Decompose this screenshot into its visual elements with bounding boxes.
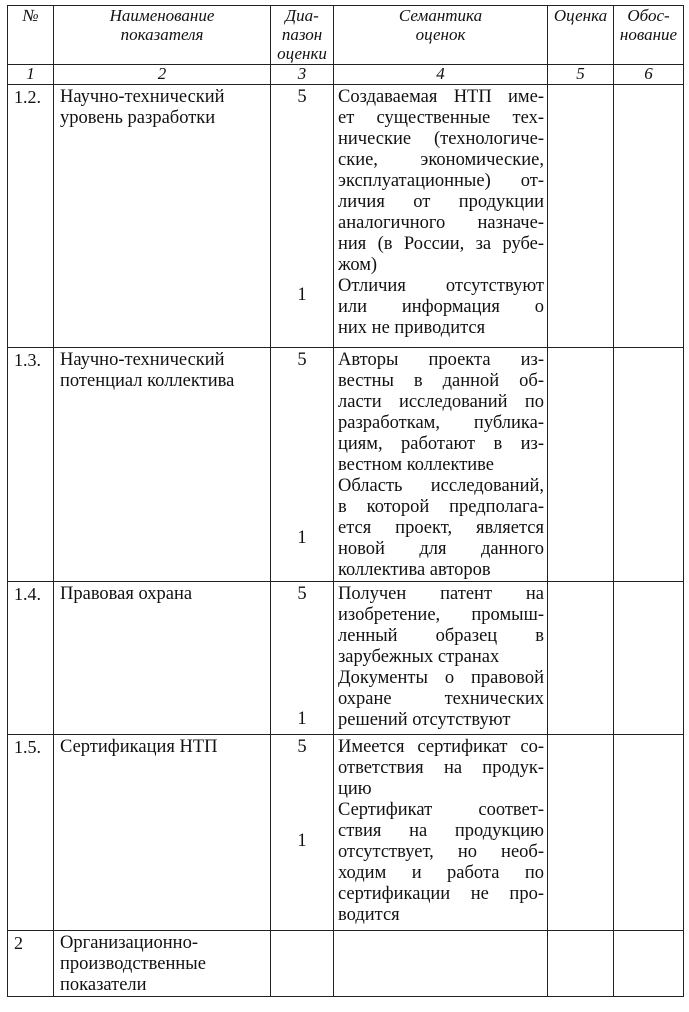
range-max: 5: [297, 350, 307, 370]
justification-cell[interactable]: [614, 582, 684, 735]
semantics-line: вестном коллективе: [338, 455, 495, 475]
header-semantics: Семантика оценок: [334, 6, 548, 65]
semantics-line: в которой предполага-: [338, 497, 544, 517]
range-min: 1: [297, 285, 307, 305]
semantics-cell: [334, 85, 548, 348]
range-min: 1: [297, 709, 307, 729]
column-number: 4: [334, 65, 548, 85]
semantics-line: Документы о правовой: [338, 668, 544, 688]
semantics-line: ствия на продукцию: [338, 821, 544, 841]
semantics-line: жом): [338, 255, 378, 275]
row-number: 1.4.: [8, 582, 54, 735]
justification-cell[interactable]: [614, 931, 684, 997]
header-range: Диа- пазон оценки: [271, 6, 334, 65]
semantics-line: или информация о: [338, 297, 544, 317]
table-row: [8, 348, 684, 582]
indicator-name-line: показатели: [60, 975, 147, 995]
semantics-line: зарубежных странах: [338, 647, 500, 667]
header-row: [8, 6, 684, 65]
semantics-line: ласти исследований по: [338, 392, 544, 412]
semantics-line: ет существенные тех-: [338, 108, 544, 128]
row-number: 1.3.: [8, 348, 54, 582]
column-number: 6: [614, 65, 684, 85]
semantics-line: ленный образец в: [338, 626, 544, 646]
header-score: Оценка: [548, 6, 614, 65]
semantics-cell: [334, 735, 548, 931]
semantics-line: ответствия на продук-: [338, 758, 544, 778]
column-number: 5: [548, 65, 614, 85]
semantics-line: Отличия отсутствуют: [338, 276, 544, 296]
semantics-cell: [334, 348, 548, 582]
semantics-line: личия от продукции: [338, 192, 544, 212]
semantics-line: Сертификат соответ-: [338, 800, 544, 820]
indicator-name-line: Сертификация НТП: [60, 737, 218, 757]
semantics-line: Создаваемая НТП име-: [338, 87, 544, 107]
range-max: 5: [297, 737, 307, 757]
range-cell: [271, 348, 334, 582]
score-cell[interactable]: [548, 931, 614, 997]
semantics-line: ходим и работа по: [338, 863, 544, 883]
range-cell: [271, 931, 334, 997]
semantics-cell: [334, 582, 548, 735]
semantics-line: эксплуатационные) от-: [338, 171, 544, 191]
score-cell[interactable]: [548, 348, 614, 582]
semantics-line: аналогичного назначе-: [338, 213, 544, 233]
row-number: 2: [8, 931, 54, 997]
column-number-row: [8, 65, 684, 85]
range-min: 1: [297, 831, 307, 851]
score-cell[interactable]: [548, 582, 614, 735]
column-number: 1: [8, 65, 54, 85]
indicator-name-line: Организационно-: [60, 933, 198, 953]
indicator-name: [54, 348, 271, 582]
semantics-line: новой для данного: [338, 539, 544, 559]
indicator-name-line: уровень разработки: [60, 108, 216, 128]
table-row: [8, 735, 684, 931]
semantics-line: сертификации не про-: [338, 884, 544, 904]
table-row: [8, 85, 684, 348]
table-row: [8, 931, 684, 997]
semantics-line: циям, работают в из-: [338, 434, 544, 454]
justification-cell[interactable]: [614, 735, 684, 931]
semantics-line: отсутствует, но необ-: [338, 842, 544, 862]
range-min: 1: [297, 528, 307, 548]
semantics-line: нические (технологиче-: [338, 129, 544, 149]
semantics-cell: [334, 931, 548, 997]
indicator-name: [54, 85, 271, 348]
score-cell[interactable]: [548, 85, 614, 348]
semantics-line: изобретение, промыш-: [338, 605, 544, 625]
semantics-line: коллектива авторов: [338, 560, 491, 580]
range-cell: [271, 735, 334, 931]
justification-cell[interactable]: [614, 85, 684, 348]
semantics-line: вестны в данной об-: [338, 371, 544, 391]
range-max: 5: [297, 87, 307, 107]
semantics-line: охране технических: [338, 689, 544, 709]
semantics-line: Имеется сертификат со-: [338, 737, 544, 757]
row-number: 1.5.: [8, 735, 54, 931]
semantics-line: Авторы проекта из-: [338, 350, 544, 370]
semantics-line: Область исследований,: [338, 476, 544, 496]
score-cell[interactable]: [548, 735, 614, 931]
header-justification: Обос- нование: [614, 6, 684, 65]
indicator-name: [54, 582, 271, 735]
table-row: [8, 582, 684, 735]
semantics-line: разработкам, публика-: [338, 413, 544, 433]
semantics-line: ется проект, является: [338, 518, 544, 538]
range-cell: [271, 85, 334, 348]
header-name: Наименование показателя: [54, 6, 271, 65]
semantics-line: водится: [338, 905, 400, 925]
row-number: 1.2.: [8, 85, 54, 348]
semantics-line: ния (в России, за рубе-: [338, 234, 544, 254]
header-no: №: [8, 6, 54, 65]
indicator-name-line: Научно-технический: [60, 87, 225, 107]
indicator-name-line: Научно-технический: [60, 350, 225, 370]
column-number: 3: [271, 65, 334, 85]
indicator-name: [54, 931, 271, 997]
indicator-name-line: производственные: [60, 954, 206, 974]
semantics-line: решений отсутствуют: [338, 710, 511, 730]
semantics-line: них не приводится: [338, 318, 486, 338]
indicator-name-line: Правовая охрана: [60, 584, 193, 604]
justification-cell[interactable]: [614, 348, 684, 582]
range-max: 5: [297, 584, 307, 604]
range-cell: [271, 582, 334, 735]
indicator-name: [54, 735, 271, 931]
semantics-line: цию: [338, 779, 372, 799]
indicators-table: [7, 5, 684, 997]
indicator-name-line: потенциал коллектива: [60, 371, 235, 391]
semantics-line: Получен патент на: [338, 584, 544, 604]
column-number: 2: [54, 65, 271, 85]
semantics-line: ские, экономические,: [338, 150, 544, 170]
